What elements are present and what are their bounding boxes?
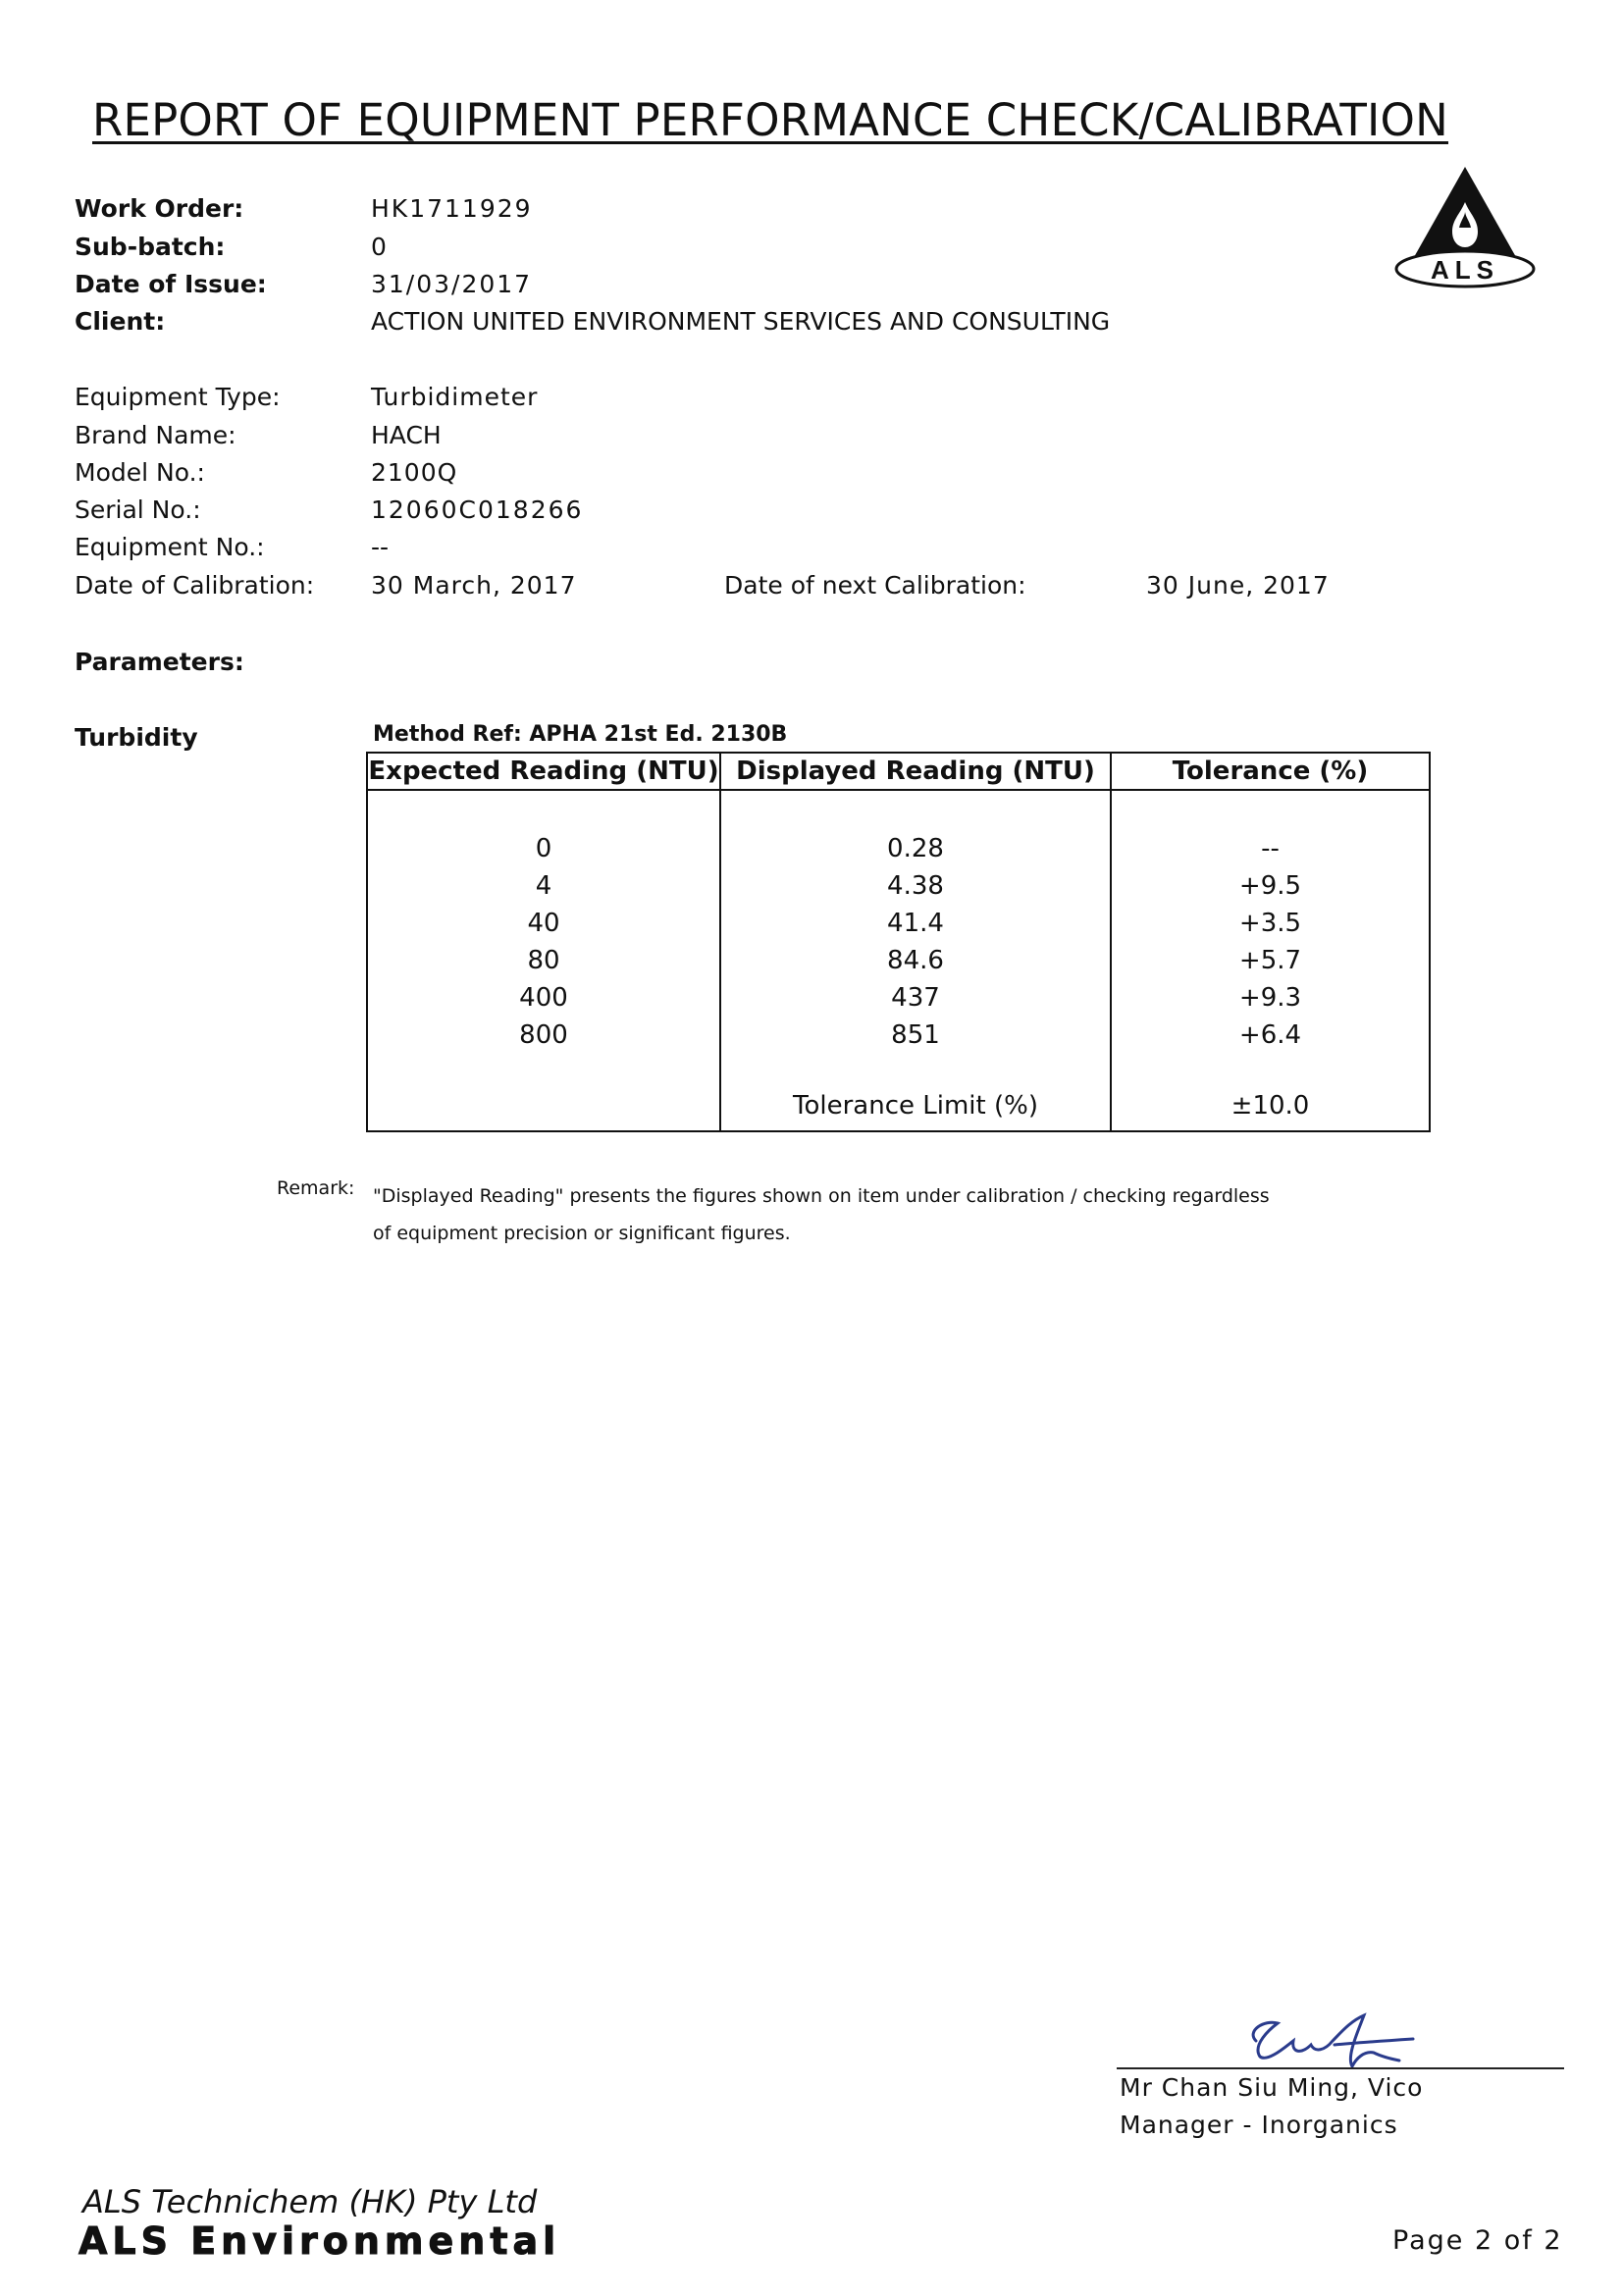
footer-brand-logo: ALS Environmental	[79, 2219, 561, 2263]
brand-name-value: HACH	[371, 421, 442, 449]
signatory-name: Mr Chan Siu Ming, Vico	[1120, 2073, 1424, 2102]
empty-cell	[367, 1091, 720, 1131]
parameters-label: Parameters:	[75, 648, 244, 676]
equipment-type-label: Equipment Type:	[75, 383, 281, 411]
tolerance-cell: +3.5	[1238, 909, 1302, 938]
page-number: Page 2 of 2	[1392, 2225, 1563, 2256]
tolerance-limit-value: ±10.0	[1111, 1091, 1430, 1131]
equipment-no-value: --	[371, 533, 390, 561]
als-logo-icon	[1391, 163, 1539, 288]
calibration-date-value: 30 March, 2017	[371, 571, 577, 600]
footer-company: ALS Technichem (HK) Pty Ltd	[82, 2183, 538, 2220]
equipment-no-label: Equipment No.:	[75, 533, 265, 561]
expected-cell: 0	[535, 834, 552, 863]
table-header-row	[367, 753, 1430, 790]
expected-cell: 4	[535, 871, 552, 901]
remark-line: "Displayed Reading" presents the figures shown on item under calibration / checking regardless	[373, 1185, 1270, 1207]
displayed-cell: 851	[891, 1020, 940, 1050]
tolerance-cell: +6.4	[1238, 1020, 1302, 1050]
expected-reading-header: Expected Reading (NTU)	[367, 753, 720, 790]
work-order-label: Work Order:	[75, 194, 244, 223]
remark-text	[373, 1177, 1270, 1252]
calibration-date-label: Date of Calibration:	[75, 571, 315, 600]
report-title: REPORT OF EQUIPMENT PERFORMANCE CHECK/CALIBRATION	[92, 94, 1448, 146]
tolerance-cell: +9.3	[1238, 983, 1302, 1013]
expected-column	[367, 790, 720, 1091]
method-reference: Method Ref: APHA 21st Ed. 2130B	[373, 722, 788, 747]
remark-label: Remark:	[277, 1177, 355, 1199]
signature-line	[1117, 2067, 1564, 2069]
equipment-type-value: Turbidimeter	[371, 383, 539, 411]
date-of-issue-label: Date of Issue:	[75, 270, 267, 298]
next-calibration-label: Date of next Calibration:	[724, 571, 1026, 600]
sub-batch-label: Sub-batch:	[75, 233, 226, 261]
als-logo	[1391, 163, 1539, 288]
signatory-title: Manager - Inorganics	[1120, 2111, 1398, 2139]
displayed-cell: 41.4	[887, 909, 944, 938]
displayed-column	[720, 790, 1111, 1091]
tolerance-cell: +9.5	[1238, 871, 1302, 901]
client-value: ACTION UNITED ENVIRONMENT SERVICES AND CONSULTING	[371, 307, 1111, 336]
serial-no-value: 12060C018266	[371, 496, 584, 524]
table-body-row	[367, 790, 1430, 1091]
displayed-cell: 84.6	[887, 946, 944, 975]
next-calibration-value: 30 June, 2017	[1146, 571, 1330, 600]
displayed-reading-header: Displayed Reading (NTU)	[720, 753, 1111, 790]
work-order-value: HK1711929	[371, 194, 533, 223]
tolerance-cell: +5.7	[1238, 946, 1302, 975]
model-no-value: 2100Q	[371, 458, 458, 487]
client-label: Client:	[75, 307, 166, 336]
model-no-label: Model No.:	[75, 458, 205, 487]
tolerance-limit-label: Tolerance Limit (%)	[720, 1091, 1111, 1131]
calibration-table	[366, 752, 1431, 1132]
logo-text: ALS	[1431, 255, 1499, 285]
tolerance-cell: --	[1261, 834, 1280, 863]
tolerance-column	[1111, 790, 1430, 1091]
displayed-cell: 4.38	[887, 871, 944, 901]
expected-cell: 400	[519, 983, 568, 1013]
displayed-cell: 437	[891, 983, 940, 1013]
expected-cell: 80	[527, 946, 560, 975]
expected-cell: 40	[527, 909, 560, 938]
tolerance-header: Tolerance (%)	[1111, 753, 1430, 790]
date-of-issue-value: 31/03/2017	[371, 270, 533, 298]
sub-batch-value: 0	[371, 233, 387, 261]
parameter-name: Turbidity	[75, 723, 198, 752]
expected-cell: 800	[519, 1020, 568, 1050]
displayed-cell: 0.28	[887, 834, 944, 863]
serial-no-label: Serial No.:	[75, 496, 201, 524]
remark-line: of equipment precision or significant figures.	[373, 1223, 791, 1244]
tolerance-limit-row	[367, 1091, 1430, 1131]
brand-name-label: Brand Name:	[75, 421, 236, 449]
